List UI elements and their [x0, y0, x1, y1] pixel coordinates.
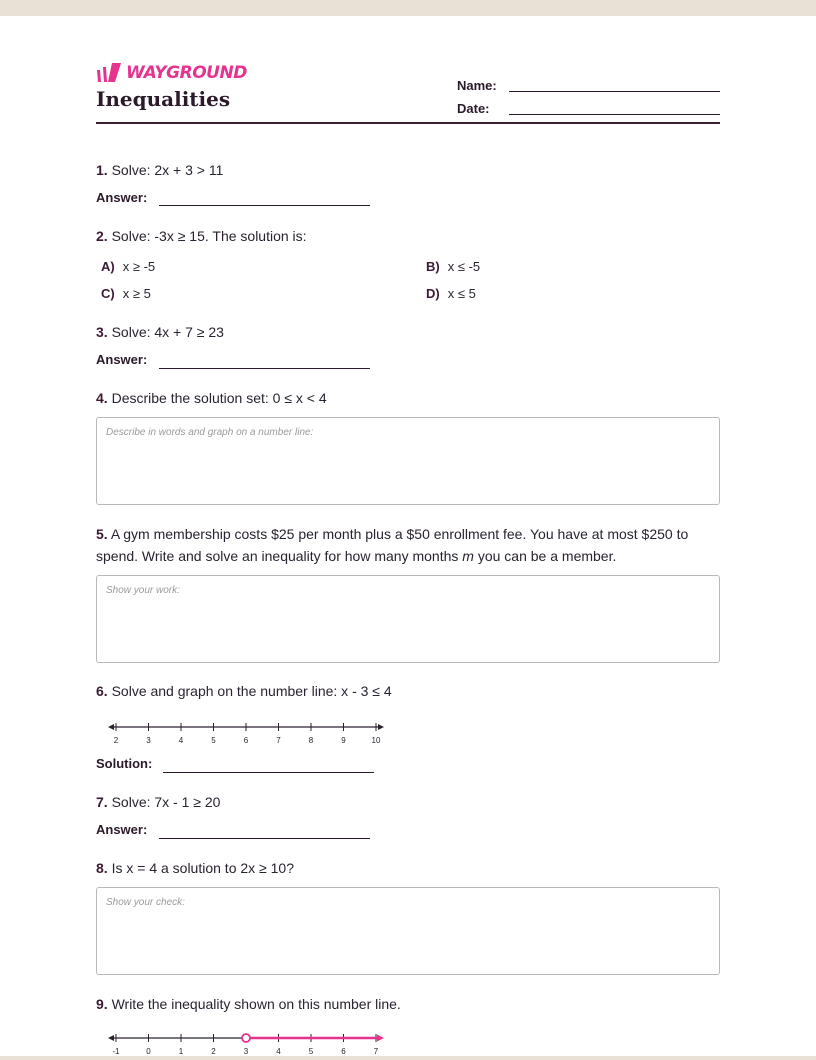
- question-7: [96, 791, 220, 813]
- name-field[interactable]: [509, 91, 720, 92]
- tick-label: 10: [371, 736, 381, 745]
- tick-label: 2: [113, 736, 119, 745]
- question-9: [96, 993, 401, 1015]
- tick-label: 0: [146, 1047, 151, 1056]
- question-text: Solve: 7x - 1 ≥ 20: [111, 794, 221, 810]
- question-number: 3.: [96, 324, 108, 340]
- wayground-logo-icon: [96, 63, 122, 83]
- choice-b[interactable]: [426, 259, 480, 274]
- solution-label: Solution:: [96, 756, 153, 771]
- tick-label: 4: [178, 736, 184, 745]
- choice-text: x ≥ -5: [122, 259, 156, 274]
- date-field[interactable]: [509, 114, 720, 115]
- tick-label: 4: [276, 1047, 281, 1056]
- tick-label: 7: [276, 736, 281, 745]
- tick-label: 9: [341, 736, 346, 745]
- question-number: 9.: [96, 996, 108, 1012]
- question-text: Is x = 4 a solution to 2x ≥ 10?: [111, 860, 294, 876]
- question-text: Describe the solution set: 0 ≤ x < 4: [111, 390, 327, 406]
- choice-d[interactable]: [426, 286, 476, 301]
- arrow-left-icon: [108, 724, 114, 730]
- tick-label: 3: [243, 1047, 249, 1056]
- question-1: [96, 159, 223, 181]
- question-number: 1.: [96, 162, 108, 178]
- question-number: 5.: [96, 526, 108, 542]
- brand-logo: [96, 63, 247, 83]
- tick-label: -1: [112, 1047, 120, 1056]
- question-5: [96, 523, 720, 567]
- question-variable: m: [462, 548, 474, 564]
- question-number: 2.: [96, 228, 108, 244]
- choice-text: x ≥ 5: [122, 286, 151, 301]
- tick-label: 7: [373, 1047, 379, 1056]
- question-number: 6.: [96, 683, 108, 699]
- question-number: 7.: [96, 794, 108, 810]
- choice-letter: C): [101, 286, 115, 301]
- response-box-4[interactable]: [96, 417, 720, 505]
- question-text-start: A gym membership costs $25 per month plus a $50 enrollment fee. You have at most $250 to spend. Write and solve an inequality for how many months: [96, 526, 689, 564]
- solution-field-6[interactable]: [163, 772, 374, 773]
- question-text: Write the inequality shown on this number line.: [111, 996, 401, 1012]
- answer-label: Answer:: [96, 352, 148, 367]
- tick-label: 3: [146, 736, 151, 745]
- answer-field-3[interactable]: [159, 368, 370, 369]
- choice-letter: B): [426, 259, 440, 274]
- choice-a[interactable]: [101, 259, 155, 274]
- arrow-right-icon: [377, 1035, 384, 1042]
- name-label: Name:: [457, 78, 497, 93]
- number-line-6[interactable]: [108, 719, 388, 749]
- tick-label: 2: [211, 1047, 216, 1056]
- response-placeholder: Show your check:: [106, 897, 185, 908]
- answer-label: Answer:: [96, 190, 148, 205]
- choice-text: x ≤ -5: [447, 259, 481, 274]
- answer-label: Answer:: [96, 822, 148, 837]
- question-number: 4.: [96, 390, 108, 406]
- tick-label: 6: [341, 1047, 346, 1056]
- tick-label: 1: [178, 1047, 184, 1056]
- tick-label: 8: [308, 736, 314, 745]
- question-text: Solve: 4x + 7 ≥ 23: [111, 324, 224, 340]
- choice-letter: D): [426, 286, 440, 301]
- response-box-8[interactable]: [96, 887, 720, 975]
- choice-text: x ≤ 5: [447, 286, 476, 301]
- arrow-right-icon: [378, 724, 384, 730]
- question-8: [96, 857, 294, 879]
- response-box-5[interactable]: [96, 575, 720, 663]
- response-placeholder: Describe in words and graph on a number line:: [106, 427, 314, 438]
- tick-label: 5: [308, 1047, 314, 1056]
- header-divider: [96, 122, 720, 124]
- question-text: Solve: -3x ≥ 15. The solution is:: [111, 228, 307, 244]
- date-label: Date:: [457, 101, 490, 116]
- question-6: [96, 680, 392, 702]
- choice-c[interactable]: [101, 286, 151, 301]
- tick-label: 5: [211, 736, 216, 745]
- brand-name: WAYGROUND: [126, 63, 247, 83]
- response-placeholder: Show your work:: [106, 585, 180, 596]
- question-number: 8.: [96, 860, 108, 876]
- question-text: Solve: 2x + 3 > 11: [111, 162, 224, 178]
- question-2: [96, 225, 307, 247]
- answer-field-7[interactable]: [159, 838, 370, 839]
- answer-field-1[interactable]: [159, 205, 370, 206]
- tick-label: 6: [243, 736, 249, 745]
- question-4: [96, 387, 327, 409]
- question-text: Solve and graph on the number line: x - 3 ≤ 4: [111, 683, 392, 699]
- open-circle-marker: [242, 1034, 250, 1042]
- choice-letter: A): [101, 259, 115, 274]
- worksheet-title: Inequalities: [96, 87, 231, 111]
- question-text-end: you can be a member.: [473, 548, 617, 564]
- arrow-left-icon: [108, 1035, 114, 1041]
- question-3: [96, 321, 224, 343]
